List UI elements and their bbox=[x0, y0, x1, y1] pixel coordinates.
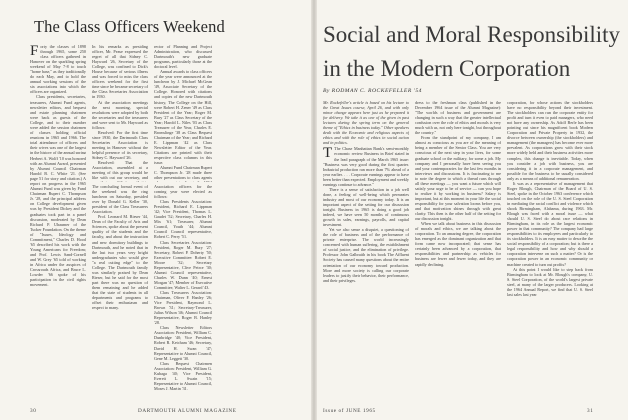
paragraph: Class Secretaries Association: President, Roger M. Bury '27; Secretary, Robert P. Doherty '50; Executive Committee: Robert E. Moore '32; Secretary Representative, Clive Peirce '30; Alumni Council representative, Charles W. Dunn '40; Ernest Morgan '47; Member of Executive Committee, Walter L. Gerard '43. bbox=[154, 239, 212, 290]
text-column bbox=[92, 44, 148, 182]
page-number: 30 bbox=[30, 408, 37, 414]
paragraph: Class Treasurers Association: Chairman, Oliver F. Hanley '26; Vice President, Raymond L. Brown '31; Secretary-Treasurer, Julius Wilson '46; Alumni Council Representative, Roger B. Hanley '28. bbox=[154, 289, 212, 326]
paragraph: corporation, for whose actions the stockholders have no responsibility beyond their investment. The stockholders can run the corporate entity for profit and turn it even to paid managers, who need not have any ownership. As Adolf Berle has been pointing out since his magnificent book Modern Corporation and Private Property in 1932, the divorce between ownership (the stockholders) and management (the managers) has become ever more prevalent. As corporations grow with their stock more widely held and their business activities more complex, this change is inevitable. Today, when you consider a job with business, you are considering it in a corporate management, and possible for the business to be usually considered only as a means of additional remuneration. bbox=[507, 100, 593, 181]
paragraph: There is a sense of satisfaction in a job well done, a feeling of well-being which permeates industry and most of our economy today. It is an important aspect of the setting for our discussion tonight. Business in 1965 is doing a good job indeed, we have seen 50 months of continuous growth in sales, earnings, payrolls, and capital investment. bbox=[323, 186, 409, 228]
text-column bbox=[154, 44, 212, 182]
right-page bbox=[315, 0, 628, 420]
paragraph: Association officers for the coming year were elected as follows: bbox=[154, 184, 212, 200]
drop-cap: T bbox=[323, 145, 333, 162]
byline: By RODMAN C. ROCKEFELLER '54 bbox=[323, 88, 422, 94]
text-column bbox=[415, 100, 501, 404]
paragraph: At this point I would like to step back from Birmingham to look at Mr. Blough's company, U. S. Steel Corporation, of the world's largest private steel, at many of the larger producers. Looking at the 1964 Annual Report, we find that U. S. Steel last sales last year bbox=[507, 266, 593, 297]
text-column bbox=[154, 184, 212, 404]
paragraph: dress to the freshman class (published in the December 1964 issue of the Alumni Magazine): "The worlds of business and government are changing in such a way that the greater intellectual confusion over the role of ethics and morals is very much with us, not only here tonight, but throughout the country." bbox=[415, 100, 501, 136]
paragraph: From the standpoint of my company, I am almost as conscious as you are of the meaning of being a member of the Senior Class. You are very conscious of the next step in your lives, for some graduate school or the military, for some a job. My company and I personally have been seeing you and your contemporaries for the last few months in interviews and discussions. It is fascinating to me to note the degree to which a thread runs through all these meetings — you want a future which will satisfy your urge to be of service — can you hope to realize it by working in business? Salary is important, but at this moment in your life the social responsibility for your salvation looms before you, and that motivation shines through with great clarity. This then is the other half of the setting for our discussion tonight. bbox=[415, 135, 501, 222]
left-page bbox=[0, 0, 313, 420]
page-number: 31 bbox=[587, 408, 594, 414]
paragraph: Annual awards to class officers of the year were announced at the luncheon by J. Michael McGean '49, Associate Secretary of the College. Honored with citations and copies of the new Dartmouth history, The College on the Hill, were Robert H. Zener '49 as Class President of the Year; Roger M. Bury '27 as Class Secretary of the Year; Harold L. Niles '03 as Class Treasurer of the Year, Charles E. Bromslinge '38 as Class Bequest Chairman of the Year; and Richard E. Lippman '42 as Class Newsletter Editor of the Year. Citations are printed with their respective class columns in this issue. bbox=[154, 69, 212, 166]
paragraph: The concluding formal event of the weekend was the ring luncheon on Saturday, presided over by Donald G. Keller '30, president of the Class Treasurers Association. bbox=[92, 184, 148, 215]
paragraph: rector of Planning and Project Administration, who discussed Dartmouth's new graduate programs, particularly those at the doctoral level. bbox=[154, 44, 212, 70]
text-column bbox=[92, 184, 148, 404]
paragraph: Resolved: That the Association, assembled at a meeting of this group would be like with out our secretary, and bbox=[92, 160, 148, 181]
paragraph: Class Bequest Chairmen Association: President, William G. Kubaga '40; Vice President, Everett L. Swain '15; Representative to Alumni Council, Moses J. Martin '31. bbox=[154, 360, 212, 391]
drop-cap: F bbox=[30, 44, 39, 59]
text-column bbox=[30, 44, 86, 154]
issue-footer: Issue of JUNE 1965 bbox=[323, 408, 376, 414]
paragraph: At the association meetings the next morning, special resolutions were adopted by both the secretaries and the treasurers and were sent to Mr. Hayward as follows: bbox=[92, 99, 148, 130]
text-column bbox=[323, 100, 409, 404]
paragraph: When we talk about business in this discussion of morals and ethics, we are talking about the corporation. To an amazing degree, the corporation has emerged as the dominant organization and that form came now incorporated; that sense has certainly been advanced by a corporation, that responsibilities and partnership as vehicles for business are fewer and fewer today, and they are rapidly declining. bbox=[415, 221, 501, 267]
paragraph: Yet we also sense a disquiet, a questioning of the role of business and of the performance of private enterprise. The world increasingly concerned with human suffering, the establishment of social justice, and the elimination of privilege. Professor John Galbraith in his book The Affluent Society has caused many questions about the entire orientation of our economy toward production. More and more society is calling our corporate leaders to justify their behavior, their performance, and their privileges. bbox=[323, 227, 409, 283]
article-title-class-officers: The Class Officers Weekend bbox=[34, 17, 225, 36]
paragraph: The Chase Manhattan Bank's semi-monthly economic review Business in Brief stated in the lead paragraph of the March 1965 issue: "Business was very good during the first quarter. Industrial production ran more than 7% ahead of a year earlier. . . . Corporate earnings appear to have been better than expected. Employment and weekly earnings continue to advance." bbox=[323, 146, 409, 187]
article-title-social-moral bbox=[323, 18, 620, 86]
title-line: in the Modern Corporation bbox=[323, 56, 571, 81]
editor-intro: Mr. Rockefeller's article is based on his lecture to the Great Issues course, April 26, and with only minor change appears here just as he prepared it for delivery. We take it as one of the given in past lectures during the spring term on the general theme of "Ethics in business today." Other speakers dealt with the Economic and religious aspects of ethics and with the role of ethics in social action and in politics. bbox=[323, 100, 409, 146]
paragraph: orty the classes of 1898 through 1965, some 250 class officers gathered in Hanover on the sparkling spring weekend of May 7-8 to touch "home base," as they traditionally do each May, and to hold the annual working sessions of the six associations into which the officers are organized. bbox=[30, 44, 86, 95]
text-column bbox=[30, 156, 86, 404]
paragraph: Class Presidents Association: President, Richard E. Lippman '42; Vice President, Thomas L. Gaudet '52; Secretary, Charles H. Mix '61; Treasurer, Alumni Council, Youth '44; Alumni Council Council representative, Robert C. Perry '51. bbox=[154, 199, 212, 240]
paragraph: Resolved: For the first time since 1930, the Dartmouth Class Secretaries Association is meeting in Hanover without the helpful presence of its secretary, Sidney C. Hayward '26. bbox=[92, 129, 148, 161]
paragraph: It was as a representative of management that Roger Blough, Chairman of the Board of U. S. Steel, spoke in the October 1963 conference which touched on the role of the U. S. Steel Corporation in mediating the racial conflict and violence which shook Birmingham, Alabama, during 1963. Mr. Blough was faced with a moral issue — what should U. S. Steel do about race relations in Birmingham, in its role as the largest economic power in that community? The company had large responsibilities to its employees and particularly to its stockholders. It is an easy matter to describe the social responsibility of a corporation; but is there a legal responsibility and how and why should a corporation intervene on such a matter? Or is the corporation power in an economic community or machine created to turn out profits? bbox=[507, 180, 593, 267]
paragraph: Prof. Leonard M. Rieser '44, Dean of the Faculty of Arts and Sciences, spoke about the present quality of the students and the faculty, and about the instruction and new dormitory buildings to Dartmouth, and he noted that in the last two years very bright undergraduates who would give "a real cutting edge" to the College. The Dartmouth family was similarly praised by Dean Rieser, but he said for the most part there was no question of them remaining and he added that the state of students in all departments and programs to offset their enthusiasm and respect to many. bbox=[92, 214, 148, 311]
text-column bbox=[507, 100, 593, 404]
paragraph: Alumni Fund Chairman Rupert C. Thompson Jr. '28 made three other presentations to class agents bbox=[154, 165, 212, 181]
paragraph: Herbert A. Wolff '10 was honored with an Alumni Award, presented by Alumni Council Chairman Harold B. C. White '21. (See page 51 for story and citation.) A report on progress in the 1965 Alumni Fund was given by Fund Chairman Rupert C. Thompson Jr. '28, and the principal address on College development given was by President Dickey and the graduates took part in a panel discussion, moderated by Dean Richard P. Uhaumer of the Tucker Foundation. On the theme of "Issues, Ideology and Commitment," Charles D. Hood '65 described his work with the Young Americans for Freedom; and Prof. Lewis Sand-Cornell and W. Grey '65 told of working in Africa under the auspices of Crossroads Africa, and Bruce L. Lowder '66 spoke of his participation in the civil rights movement. bbox=[30, 156, 86, 288]
paragraph: Class presidents, secretaries, treasurers, Alumni Fund agents, newsletter editors, and bequest and estate planning chairmen were back as guests of the College, and to their number were added the session chairmen of classes holding official reunions in 1965 and 1966. The total attendance of officers and their wives was one of the largest in the history of the annual spring bbox=[30, 94, 86, 154]
paragraph: In his remarks as presiding officer, Mr. Pease expressed the regret of all that Sidney C. Hayward '26, Secretary of the College, was confined to Dick's House because of serious illness and was forced to miss the class officers weekend for the first time since he became secretary of the Class Secretaries Association in 1930. bbox=[92, 44, 148, 100]
paragraph: Class Newsletter Editors Association: President, William C. Dunbridge '40; Vice President, Robert R. Ketcham '46; Secretary, David H. Swan '47; Representative to Alumni Council, Gene M. Leggett '30. bbox=[154, 325, 212, 361]
title-line: Social and Moral Responsibility bbox=[323, 22, 621, 47]
running-footer: DARTMOUTH ALUMNI MAGAZINE bbox=[138, 408, 237, 414]
